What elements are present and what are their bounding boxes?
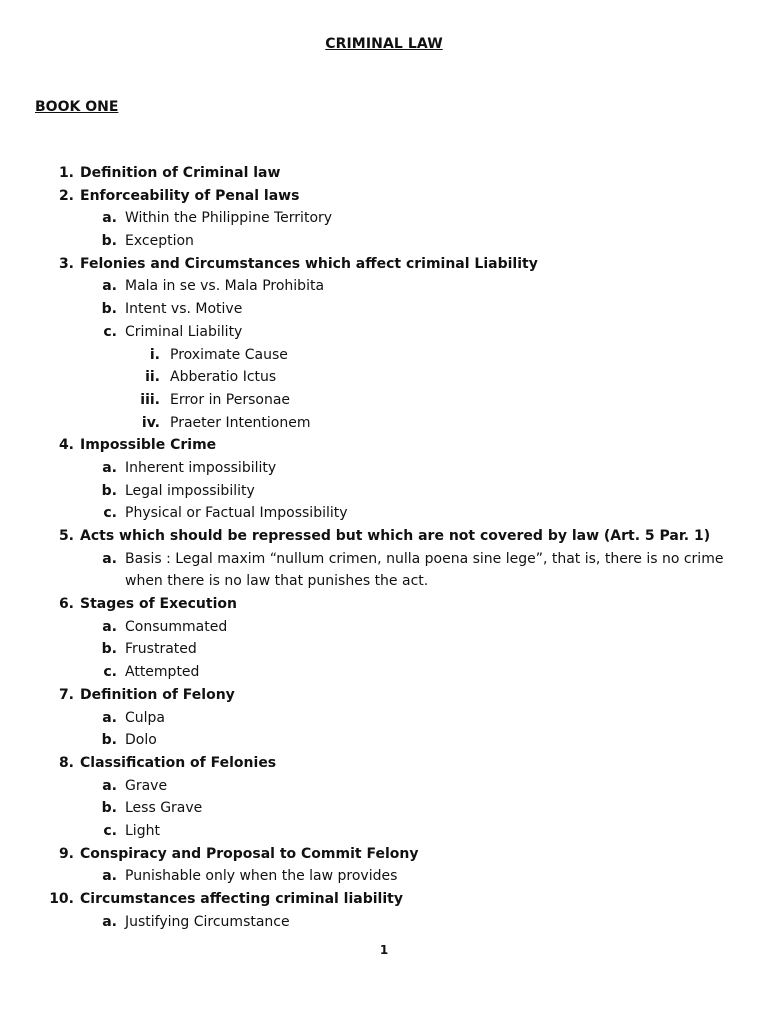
item-number: 5.: [58, 528, 74, 544]
outline-item: [0, 593, 768, 616]
item-text: Definition of Criminal law: [80, 165, 281, 181]
item-text: Culpa: [125, 709, 166, 726]
item-text: Definition of Felony: [80, 686, 235, 703]
outline-subitem: [0, 207, 768, 230]
item-text: Enforceability of Penal laws: [80, 187, 300, 204]
outline-item: [0, 888, 768, 911]
outline-subitem: [0, 820, 768, 843]
page-number: 1: [379, 943, 389, 957]
item-text: Proximate Cause: [170, 346, 288, 363]
item-text: Attempted: [125, 664, 200, 681]
outline-subitem: [0, 230, 768, 253]
outline-subitem: [0, 548, 768, 593]
item-number: b.: [101, 641, 117, 658]
item-number: b.: [101, 732, 117, 749]
item-text: Error in Personae: [170, 391, 291, 408]
item-text: Acts which should be repressed but which are not covered by law (Art. 5 Par. 1): [80, 528, 711, 544]
item-number: ii.: [145, 369, 160, 386]
item-text: Inherent impossibility: [125, 459, 277, 476]
outline-item: [0, 843, 768, 866]
outline-subitem: [0, 480, 768, 503]
outline-item: [0, 162, 768, 185]
item-text: Conspiracy and Proposal to Commit Felony: [80, 845, 419, 862]
outline-subsubitem: [0, 366, 768, 389]
item-number: 9.: [58, 845, 74, 862]
item-number: b.: [101, 482, 117, 499]
item-number: c.: [103, 505, 117, 522]
item-number: b.: [101, 301, 117, 318]
outline-subsubitem: [0, 389, 768, 412]
item-text: Stages of Execution: [80, 596, 237, 613]
outline-item: [0, 684, 768, 707]
item-number: b.: [101, 233, 117, 250]
item-text: Dolo: [125, 732, 157, 749]
item-text: Less Grave: [125, 800, 203, 817]
item-text: Basis : Legal maxim “nullum crimen, nulla poena sine lege”, that is, there is no crime when there is no law that punishes the act.: [125, 550, 724, 590]
item-number: 3.: [58, 255, 74, 272]
item-text: Justifying Circumstance: [125, 913, 290, 930]
item-text: Mala in se vs. Mala Prohibita: [125, 278, 325, 295]
item-text: Within the Philippine Territory: [125, 210, 333, 227]
outline-subitem: [0, 797, 768, 820]
document-title: CRIMINAL LAW: [325, 36, 443, 52]
item-number: b.: [101, 800, 117, 817]
outline-subitem: [0, 729, 768, 752]
item-text: Exception: [125, 233, 194, 250]
item-text: Frustrated: [125, 641, 197, 658]
item-number: a.: [102, 278, 117, 295]
outline-list: [0, 162, 768, 933]
outline-subitem: [0, 865, 768, 888]
outline-subitem: [0, 502, 768, 525]
item-number: a.: [102, 210, 117, 227]
outline-item: [0, 434, 768, 457]
outline-subitem: [0, 457, 768, 480]
outline-subitem: [0, 275, 768, 298]
item-number: 6.: [58, 596, 74, 613]
outline-subitem: [0, 638, 768, 661]
item-number: c.: [103, 822, 117, 839]
item-number: a.: [102, 777, 117, 794]
item-text: Praeter Intentionem: [170, 414, 311, 431]
item-text: Abberatio Ictus: [170, 369, 277, 386]
item-text: Punishable only when the law provides: [125, 868, 398, 885]
item-text: Light: [125, 822, 160, 839]
item-text: Legal impossibility: [125, 482, 255, 499]
item-number: a.: [102, 913, 117, 930]
item-number: 7.: [58, 686, 74, 703]
item-text: Classification of Felonies: [80, 754, 277, 771]
item-text: Felonies and Circumstances which affect criminal Liability: [80, 255, 538, 272]
item-number: 1.: [58, 165, 74, 181]
item-number: a.: [102, 868, 117, 885]
item-number: a.: [102, 709, 117, 726]
outline-item: [0, 752, 768, 775]
outline-item: [0, 185, 768, 208]
outline-subitem: [0, 775, 768, 798]
item-number: c.: [103, 664, 117, 681]
item-text: Circumstances affecting criminal liability: [80, 891, 403, 908]
outline-subsubitem: [0, 344, 768, 367]
item-number: a.: [102, 550, 117, 567]
item-number: 10.: [49, 891, 74, 908]
outline-subitem: [0, 707, 768, 730]
item-number: c.: [103, 323, 117, 340]
outline-item: [0, 253, 768, 276]
outline-subitem: [0, 298, 768, 321]
item-text: Grave: [125, 777, 168, 794]
outline-subsubitem: [0, 412, 768, 435]
item-text: Consummated: [125, 618, 228, 635]
item-text: Criminal Liability: [125, 323, 243, 340]
book-heading: BOOK ONE: [35, 99, 119, 115]
outline-subitem: [0, 616, 768, 639]
outline-subitem: [0, 321, 768, 344]
item-number: a.: [102, 618, 117, 635]
item-number: 8.: [58, 754, 74, 771]
item-text: Intent vs. Motive: [125, 301, 243, 318]
item-number: i.: [149, 346, 160, 363]
item-number: iv.: [141, 414, 160, 431]
item-number: 4.: [58, 437, 74, 454]
item-number: a.: [102, 459, 117, 476]
outline-subitem: [0, 911, 768, 934]
outline-item: [0, 525, 768, 548]
outline-subitem: [0, 661, 768, 684]
item-number: iii.: [140, 391, 160, 408]
item-number: 2.: [58, 187, 74, 204]
item-text: Physical or Factual Impossibility: [125, 505, 348, 522]
item-text: Impossible Crime: [80, 437, 217, 454]
